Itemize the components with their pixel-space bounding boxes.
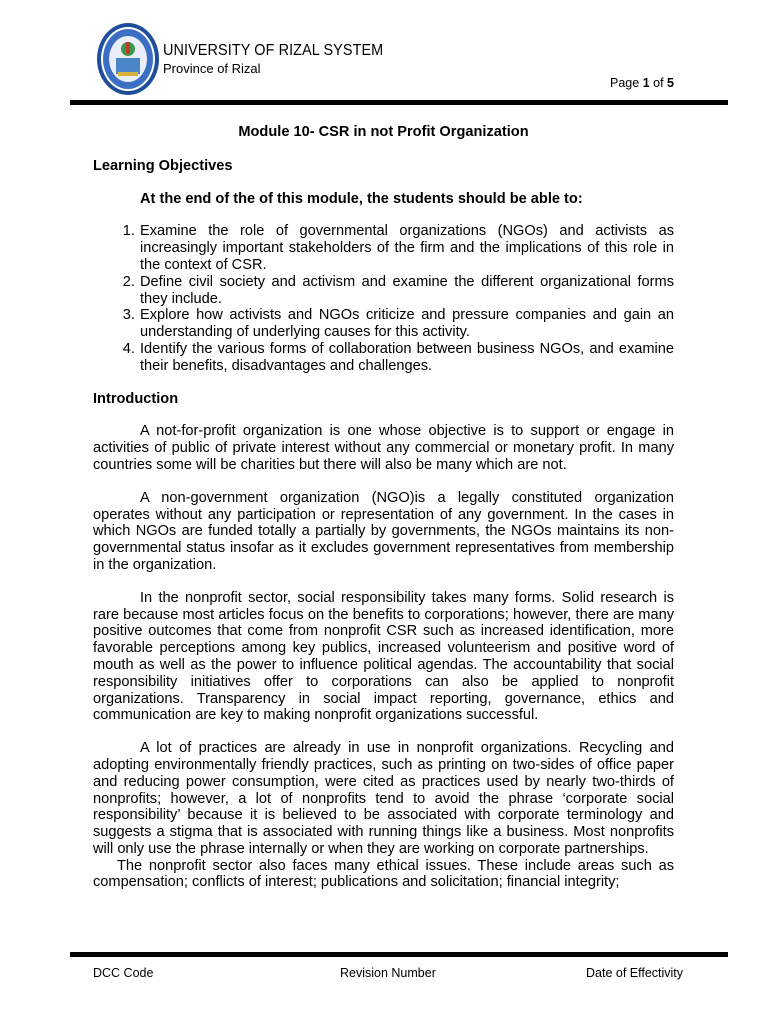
objective-item: 3. Explore how activists and NGOs criticize and pressure companies and gain an understanding of underlying causes for this activity. <box>139 307 674 341</box>
intro-paragraph: The nonprofit sector also faces many ethical issues. These include areas such as compensation; conflicts of interest; publications and solicitation; financial integrity; <box>93 857 674 891</box>
page-header <box>0 0 768 110</box>
objective-item: 1. Examine the role of governmental organizations (NGOs) and activists as increasingly important stakeholders of the firm and the implications of this role in the context of CSR. <box>139 223 674 273</box>
intro-paragraph: A non-government organization (NGO)is a legally constituted organization operates without any participation or representation of any government. In the cases in which NGOs are funded totally a partially by governments, the NGOs maintains its non- governmental status insofar as it excludes government representatives from membership in the organization. <box>93 489 674 573</box>
university-name: UNIVERSITY OF RIZAL SYSTEM <box>163 42 384 59</box>
module-title: Module 10- CSR in not Profit Organization <box>238 124 529 140</box>
footer-dcc-code: DCC Code <box>93 966 154 980</box>
province-name: Province of Rizal <box>163 61 261 76</box>
university-seal-icon <box>96 22 160 96</box>
intro-paragraph: In the nonprofit sector, social responsibility takes many forms. Solid research is rare because most articles focus on the benefits to corporations; however, there are many positive outcomes that come from nonprofit CSR such as increased identification, more favorable perceptions among key publics, increased volunteerism and positive word of mouth as well as the power to influence political agendas. The accountability that social responsibility initiatives offer to corporations can also be applied to nonprofit organizations. Transparency in social impact reporting, governance, ethics and communication are key to making nonprofit organizations successful. <box>93 589 674 724</box>
objective-item: 2. Define civil society and activism and examine the different organizational forms they include. <box>139 274 674 308</box>
intro-paragraph: A lot of practices are already in use in nonprofit organizations. Recycling and adopting environmentally friendly practices, such as printing on two-sides of office paper and reducing power consumption, were cited as practices used by nearly two-thirds of nonprofits; however, a lot of nonprofits tend to avoid the phrase ‘corporate social responsibility’ because it is believed to be associated with corporate terminology and suggests a stigma that is associated with running things like a business. Most nonprofits will only use the phrase internally or when they are working on corporate partnerships. <box>93 740 674 857</box>
header-rule <box>70 100 728 105</box>
page-of: of <box>653 76 664 90</box>
document-body <box>93 124 674 891</box>
footer-revision-number: Revision Number <box>340 966 436 980</box>
page-number <box>610 76 674 90</box>
objective-item: 4. Identify the various forms of collaboration between business NGOs, and examine their benefits, disadvantages and challenges. <box>139 341 674 375</box>
footer-date-of-effectivity: Date of Effectivity <box>586 966 684 980</box>
introduction-heading: Introduction <box>93 390 179 407</box>
learning-objectives-heading: Learning Objectives <box>93 157 233 174</box>
objectives-intro: At the end of the of this module, the students should be able to: <box>140 190 583 207</box>
page-total: 5 <box>667 76 674 90</box>
footer-rule <box>70 952 728 957</box>
page-current: 1 <box>642 76 650 90</box>
intro-paragraph: A not-for-profit organization is one whose objective is to support or engage in activities of public of private interest without any commercial or monetary profit. In many countries some will be charities but there will also be many which are not. <box>93 423 674 473</box>
objectives-list <box>93 223 674 374</box>
page-word: Page <box>610 76 640 90</box>
